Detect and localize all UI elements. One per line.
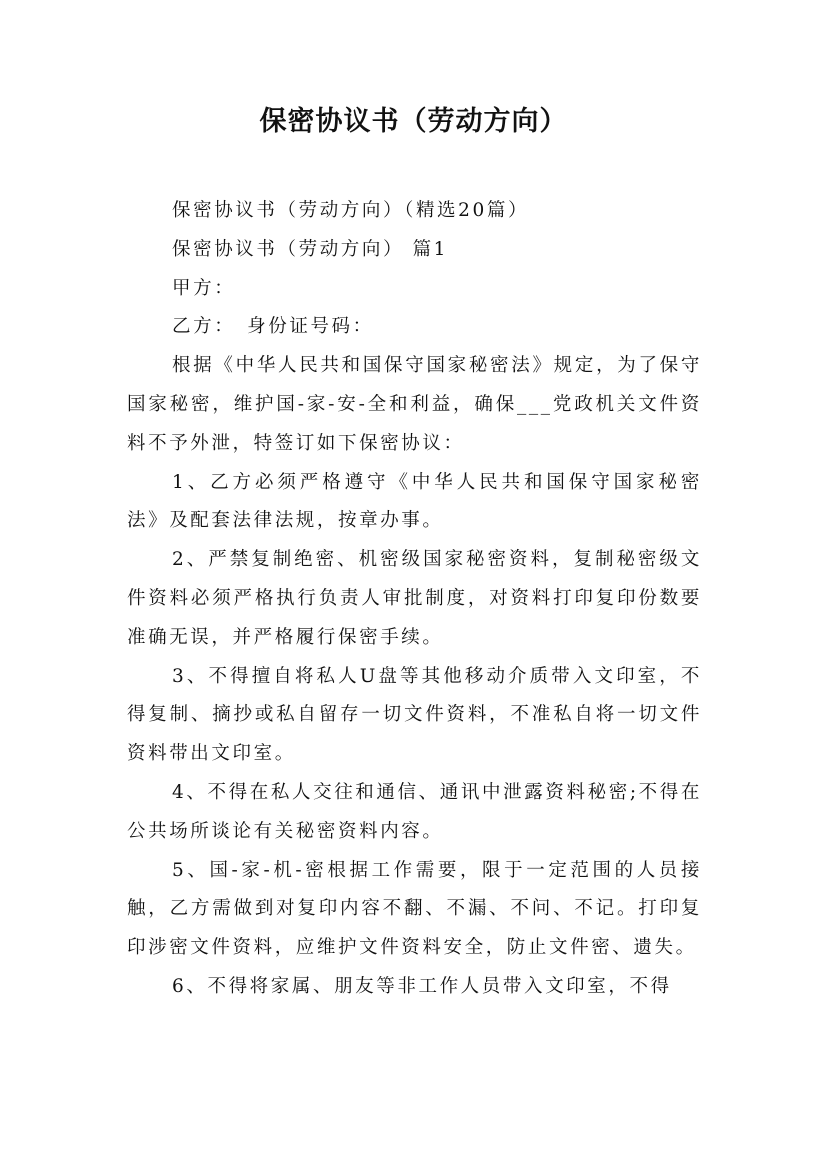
paragraph-clause-4: 4、不得在私人交往和通信、通讯中泄露资料秘密;不得在公共场所谈论有关秘密资料内容。 (127, 781, 702, 842)
paragraph-clause-1: 1、乙方必须严格遵守《中华人民共和国保守国家秘密法》及配套法律法规，按章办事。 (127, 471, 702, 532)
paragraph-subtitle: 保密协议书（劳动方向）（精选20篇） (172, 200, 530, 221)
document-body (127, 192, 702, 1007)
paragraph-clause-5: 5、国-家-机-密根据工作需要，限于一定范围的人员接触，乙方需做到对复印内容不翻、不漏、不问、不记。打印复印涉密文件资料，应维护文件资料安全，防止文件密、遗失。 (127, 859, 702, 959)
paragraph-party-b: 乙方： 身份证号码： (172, 316, 374, 338)
paragraph-section-heading: 保密协议书（劳动方向） 篇1 (172, 238, 449, 260)
paragraph-preamble: 根据《中华人民共和国保守国家秘密法》规定，为了保守国家秘密，维护国-家-安-全和利益，确保___党政机关文件资料不予外泄，特签订如下保密协议： (127, 355, 702, 454)
document-title: 保密协议书（劳动方向） (259, 106, 568, 137)
paragraph-clause-3: 3、不得擅自将私人U盘等其他移动介质带入文印室，不得复制、摘抄或私自留存一切文件资料，不准私自将一切文件资料带出文印室。 (127, 665, 702, 765)
paragraph-clause-6: 6、不得将家属、朋友等非工作人员带入文印室，不得 (172, 975, 672, 997)
paragraph-party-a: 甲方： (172, 277, 236, 299)
paragraph-clause-2: 2、严禁复制绝密、机密级国家秘密资料，复制秘密级文件资料必须严格执行负责人审批制度，对资料打印复印份数要准确无误，并严格履行保密手续。 (127, 549, 702, 648)
